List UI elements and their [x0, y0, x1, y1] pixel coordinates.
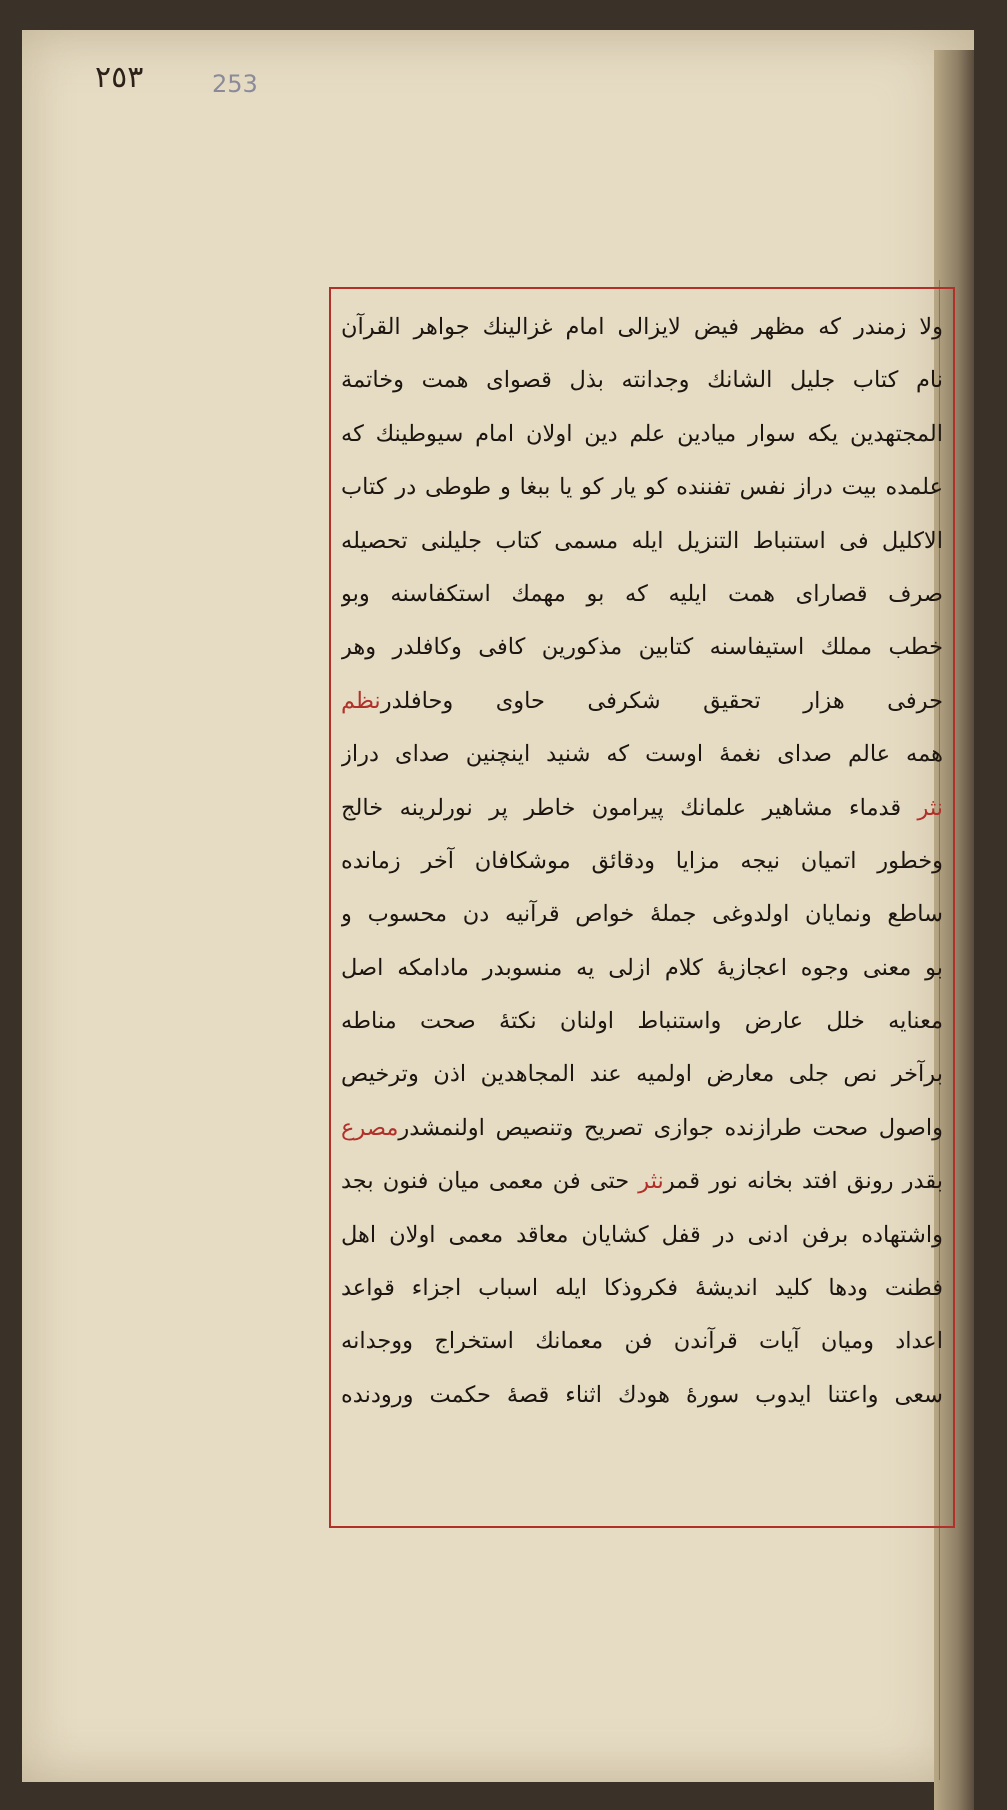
line-text: بقدر رونق افتد بخانه نور قمر [663, 1168, 943, 1195]
folio-number-latin: 253 [212, 70, 258, 98]
text-body [341, 301, 943, 1518]
line-text: واصول صحت طرازنده جوازی تصریح وتنصیص اولنمشدر [398, 1114, 943, 1141]
line-text: حتی فن معمی میان فنون بجد [341, 1168, 639, 1195]
line-text: ولا زمندر که مظهر فیض لایزالی امام غزالینك جواهر القرآن [341, 314, 943, 340]
text-line [341, 1262, 943, 1315]
line-text: وخطور اتمیان نیجه مزایا ودقائق موشکافان آخر زمانده [341, 847, 943, 874]
line-text: سعی واعتنا ایدوب سورهٔ هودك اثناء قصهٔ حکمت ورودنده [341, 1381, 943, 1408]
text-line [341, 354, 943, 407]
text-line [341, 515, 943, 568]
text-line [341, 621, 943, 674]
rubric-word: مصرع [341, 1114, 399, 1141]
line-text: حرفی هزار تحقیق شکرفی حاوی وحافلدر [380, 687, 943, 714]
line-text: قدماء مشاهیر علمانك پیرامون خاطر پر نورلرینه خالج [341, 794, 918, 821]
rubric-word: نثر [917, 794, 943, 821]
line-text: ساطع ونمایان اولدوغی جملهٔ خواص قرآنیه دن محسوب و [341, 901, 943, 928]
line-text: المجتهدین یکه سوار میادین علم دین اولان امام سیوطینك که [341, 420, 943, 447]
text-line [341, 1209, 943, 1262]
line-text: برآخر نص جلی معارض اولمیه عند المجاهدین اذن وترخیص [341, 1061, 943, 1088]
text-line [341, 1315, 943, 1368]
text-line [341, 942, 943, 995]
line-text: بو معنی وجوه اعجازیهٔ کلام ازلی یه منسوبدر مادامکه اصل [341, 954, 943, 981]
text-line [341, 888, 943, 941]
text-line [341, 1155, 943, 1208]
text-line [341, 835, 943, 888]
text-line [341, 568, 943, 621]
text-line [341, 1369, 943, 1422]
text-line [341, 461, 943, 514]
line-text: همه عالم صدای نغمهٔ اوست که شنید اینچنین صدای دراز [341, 741, 943, 768]
line-text: فطنت ودها کلید اندیشهٔ فکروذکا ایله اسباب اجزاء قواعد [341, 1275, 943, 1302]
line-text: نام کتاب جلیل الشانك وجدانته بذل قصوای همت وخاتمة [341, 367, 943, 394]
text-line [341, 995, 943, 1048]
text-line [341, 782, 943, 835]
text-line [341, 1048, 943, 1101]
line-text: واشتهاده برفن ادنی در قفل کشایان معاقد معمی اولان اهل [341, 1221, 943, 1248]
text-frame [329, 287, 955, 1528]
line-text: معنایه خلل عارض واستنباط اولنان نکتهٔ صحت مناطه [341, 1008, 943, 1035]
text-line [341, 728, 943, 781]
rubric-word: نظم [341, 687, 381, 714]
folio-number-arabic: ٢٥٣ [95, 60, 144, 95]
line-text: الاکلیل فی استنباط التنزیل ایله مسمی کتاب جلیلنی تحصیله [341, 527, 943, 554]
text-line [341, 1102, 943, 1155]
text-line [341, 408, 943, 461]
line-text: اعداد ومیان آیات قرآندن فن معمانك استخراج ووجدانه [341, 1328, 943, 1355]
line-text: صرف قصارای همت ایلیه که بو مهمك استکفاسنه وبو [341, 580, 943, 607]
line-text: علمده بیت دراز نفس تفننده کو یار کو یا ببغا و طوطی در کتاب [341, 474, 943, 501]
line-text: خطب مملك استیفاسنه کتابین مذکورین کافی وکافلدر وهر [341, 634, 943, 661]
text-line [341, 301, 943, 354]
text-line [341, 675, 943, 728]
rubric-word: نثر [638, 1168, 664, 1195]
